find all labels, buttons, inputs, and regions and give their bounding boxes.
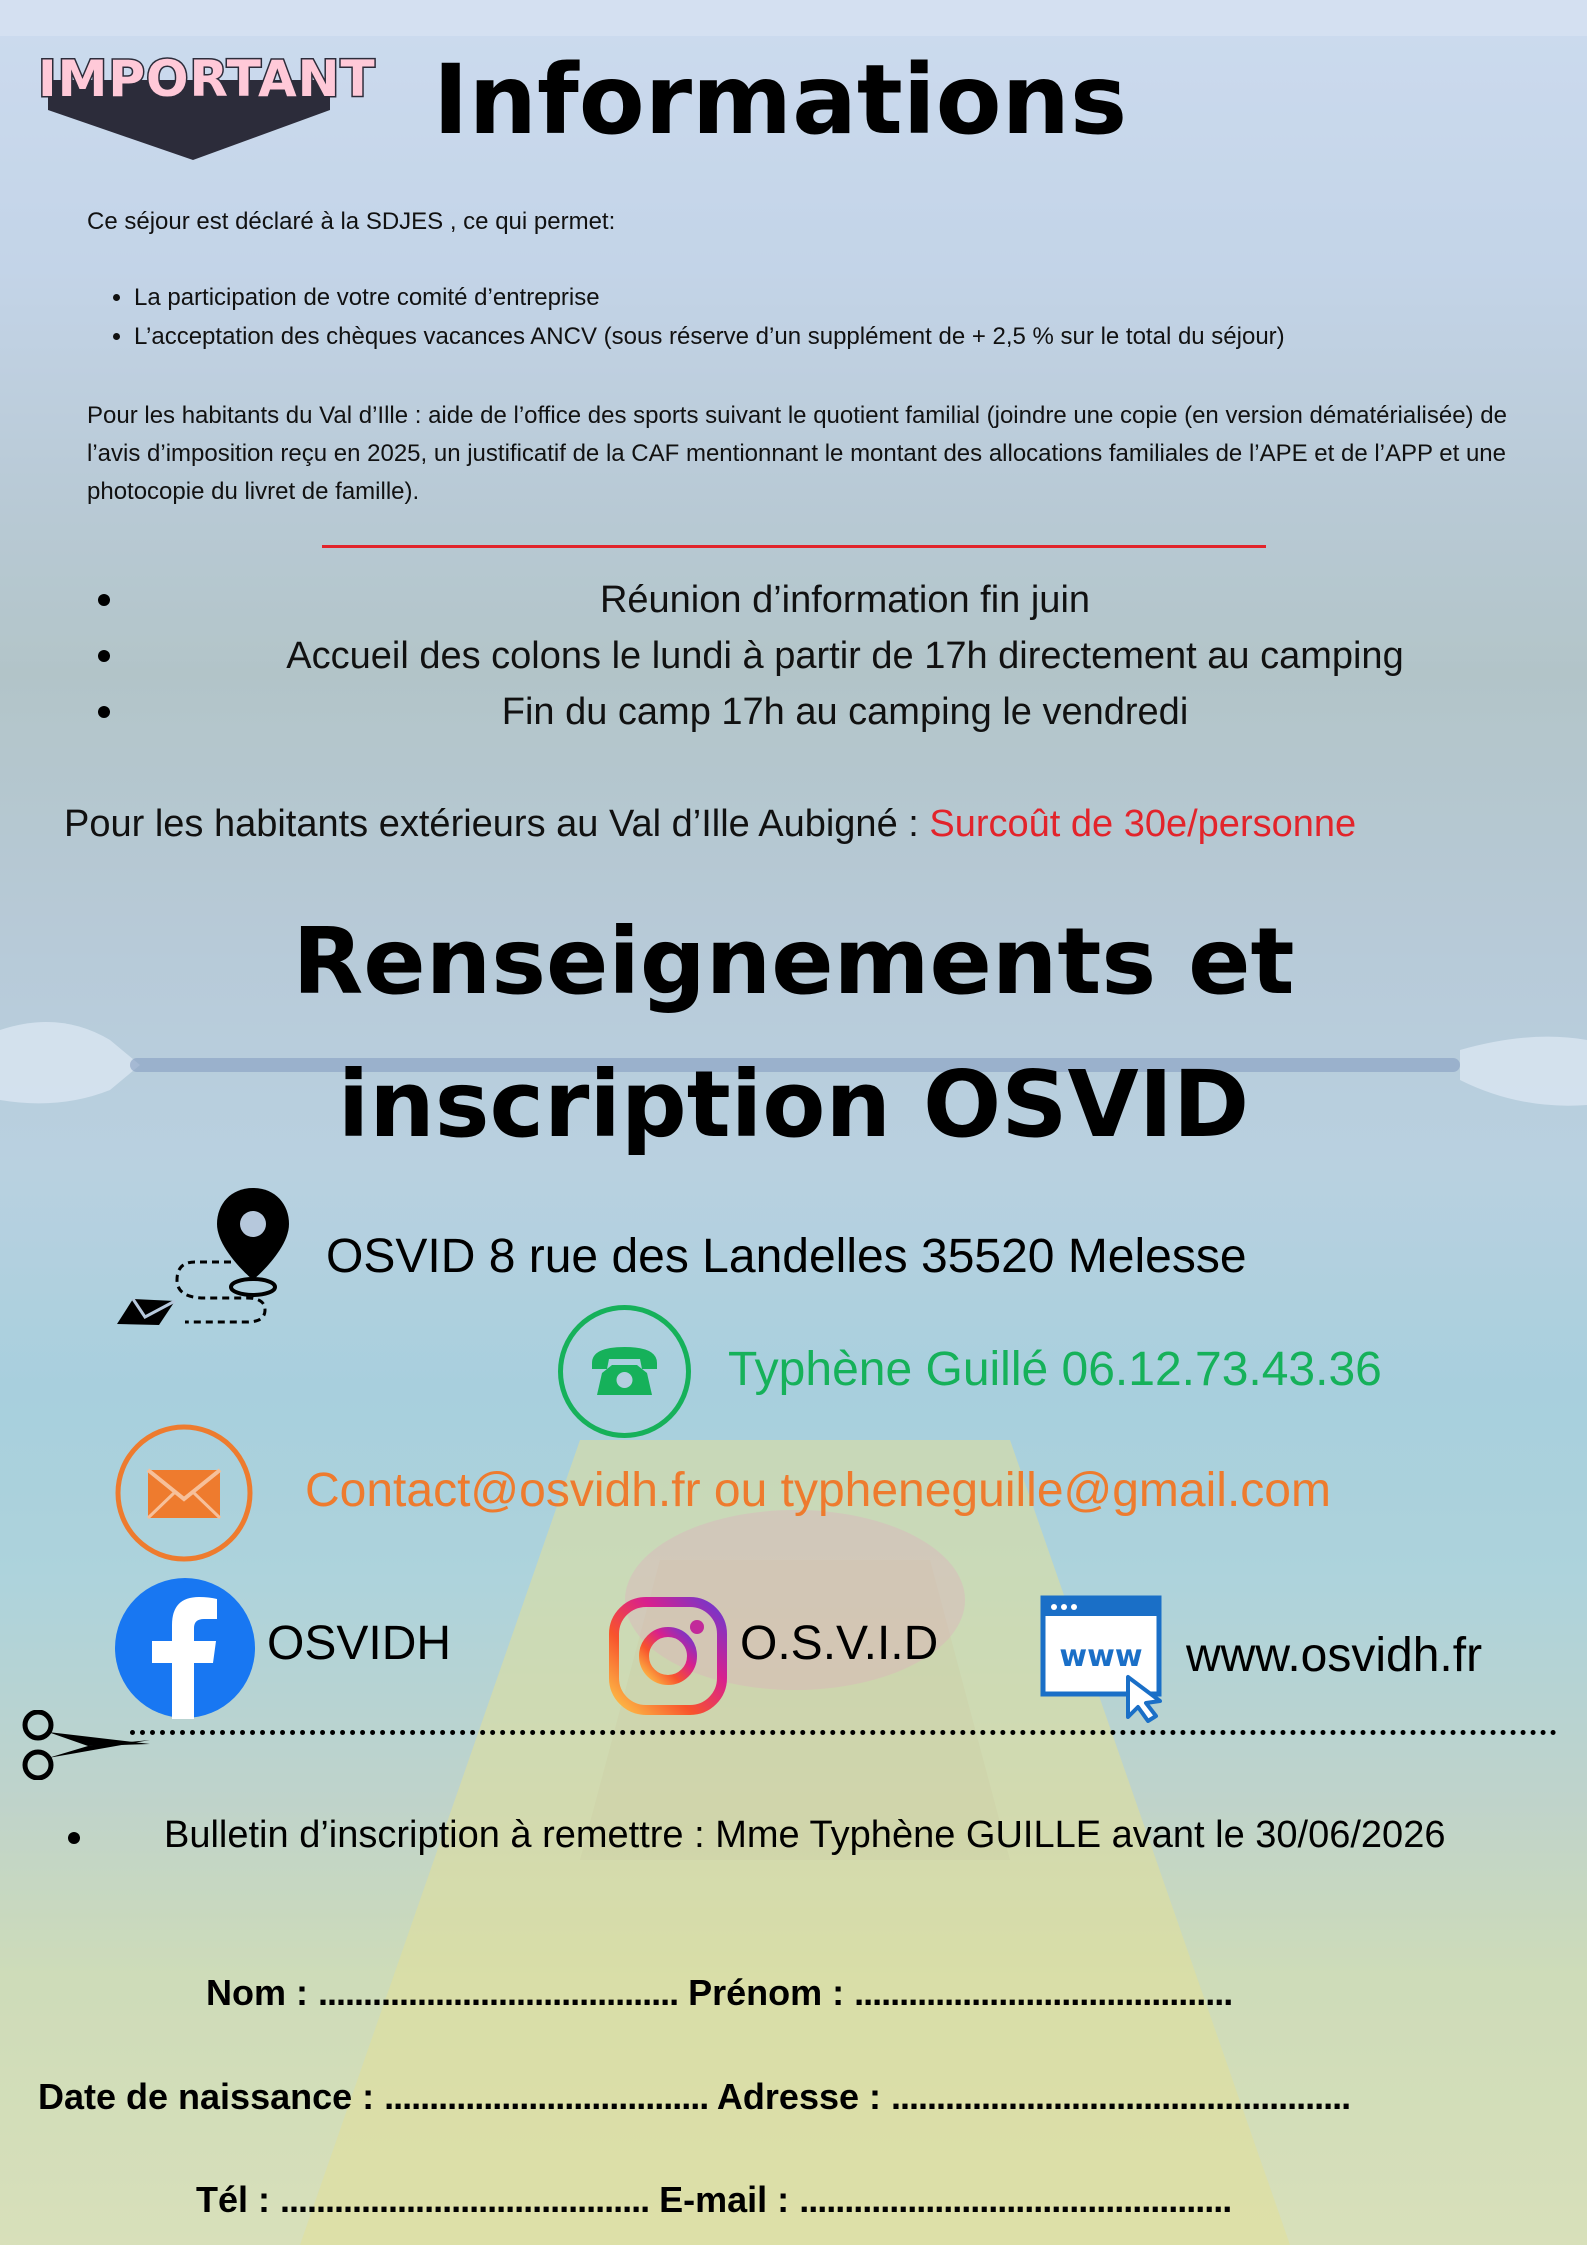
email-label: E-mail : — [659, 2179, 790, 2220]
prenom-label: Prénom : — [688, 1972, 845, 2013]
section-heading — [0, 890, 1587, 1176]
bullet-dot — [98, 594, 110, 606]
list-item: • L’acceptation des chèques vacances ANCV (sous réserve d’un supplément de + 2,5 % sur le total du séjour) — [134, 317, 1587, 356]
heading-line: inscription OSVID — [337, 1051, 1250, 1158]
mail-icon[interactable] — [114, 1423, 254, 1563]
form-row-birth-address — [38, 2072, 1350, 2122]
important-badge — [38, 50, 376, 160]
phone-text[interactable]: Typhène Guillé 06.12.73.43.36 — [728, 1343, 1382, 1396]
exterior-notice — [64, 796, 1564, 852]
form-row-contact — [196, 2175, 1231, 2225]
list-item: • La participation de votre comité d’entreprise — [134, 278, 1587, 317]
email-field[interactable]: ................................................ — [799, 2179, 1232, 2220]
badge-label: IMPORTANT — [38, 50, 376, 108]
val-ille-aid-text: Pour les habitants du Val d’Ille : aide de l’office des sports suivant le quotient familial (joindre une copie (en version dématérialisée) de l’avis d’imposition reçu en 2025, un justificatif de la CAF mentionnant le montant des allocations familiales de l’APE et de l’APP et une photocopie du livret de famille). — [87, 402, 1507, 505]
instagram-icon[interactable] — [609, 1597, 727, 1715]
bulletin-note: Bulletin d’inscription à remettre : Mme Typhène GUILLE avant le 30/06/2026 — [164, 1814, 1446, 1856]
web-icon-text: www — [1059, 1639, 1143, 1674]
phone-icon[interactable] — [556, 1303, 693, 1440]
bullet-dot — [98, 650, 110, 662]
address-text: OSVID 8 rue des Landelles 35520 Melesse — [326, 1230, 1247, 1283]
benefits-list — [100, 278, 1587, 356]
exterior-text: Pour les habitants extérieurs au Val d’Ille Aubigné : — [64, 803, 930, 845]
facebook-name[interactable]: OSVIDH — [267, 1617, 452, 1670]
bullet-dot — [98, 706, 110, 718]
schedule-item: Accueil des colons le lundi à partir de 17h directement au camping — [286, 635, 1404, 677]
nom-field[interactable]: ........................................ — [318, 1972, 679, 2013]
nom-label: Nom : — [206, 1972, 308, 2013]
heading-line: Renseignements et — [292, 908, 1295, 1015]
cut-line — [130, 1730, 1557, 1735]
prenom-field[interactable]: .......................................... — [854, 1972, 1233, 2013]
adresse-label: Adresse : — [716, 2076, 881, 2117]
intro-text: Ce séjour est déclaré à la SDJES , ce qui permet: — [87, 208, 616, 235]
envelope-icon — [115, 1297, 177, 1327]
surcharge-text: Surcoût de 30e/personne — [929, 803, 1357, 845]
schedule-item: Réunion d’information fin juin — [599, 579, 1091, 621]
web-browser-icon[interactable] — [1040, 1595, 1176, 1723]
instagram-name[interactable]: O.S.V.I.D — [740, 1617, 939, 1670]
schedule-item: Fin du camp 17h au camping le vendredi — [501, 691, 1189, 733]
dob-label: Date de naissance : — [38, 2076, 375, 2117]
bullet-dot — [68, 1832, 80, 1844]
adresse-field[interactable]: ................................................... — [891, 2076, 1351, 2117]
dob-field[interactable]: .................................... — [384, 2076, 709, 2117]
tel-label: Tél : — [196, 2179, 271, 2220]
tel-field[interactable]: ......................................... — [280, 2179, 650, 2220]
divider — [322, 545, 1266, 548]
email-text[interactable]: Contact@osvidh.fr ou typheneguille@gmail.com — [305, 1464, 1331, 1517]
website-text[interactable]: www.osvidh.fr — [1186, 1629, 1483, 1682]
facebook-icon[interactable] — [114, 1577, 256, 1719]
scissors-icon — [18, 1710, 153, 1780]
form-row-name — [206, 1968, 1232, 2018]
page-title: Informations — [432, 44, 1128, 156]
